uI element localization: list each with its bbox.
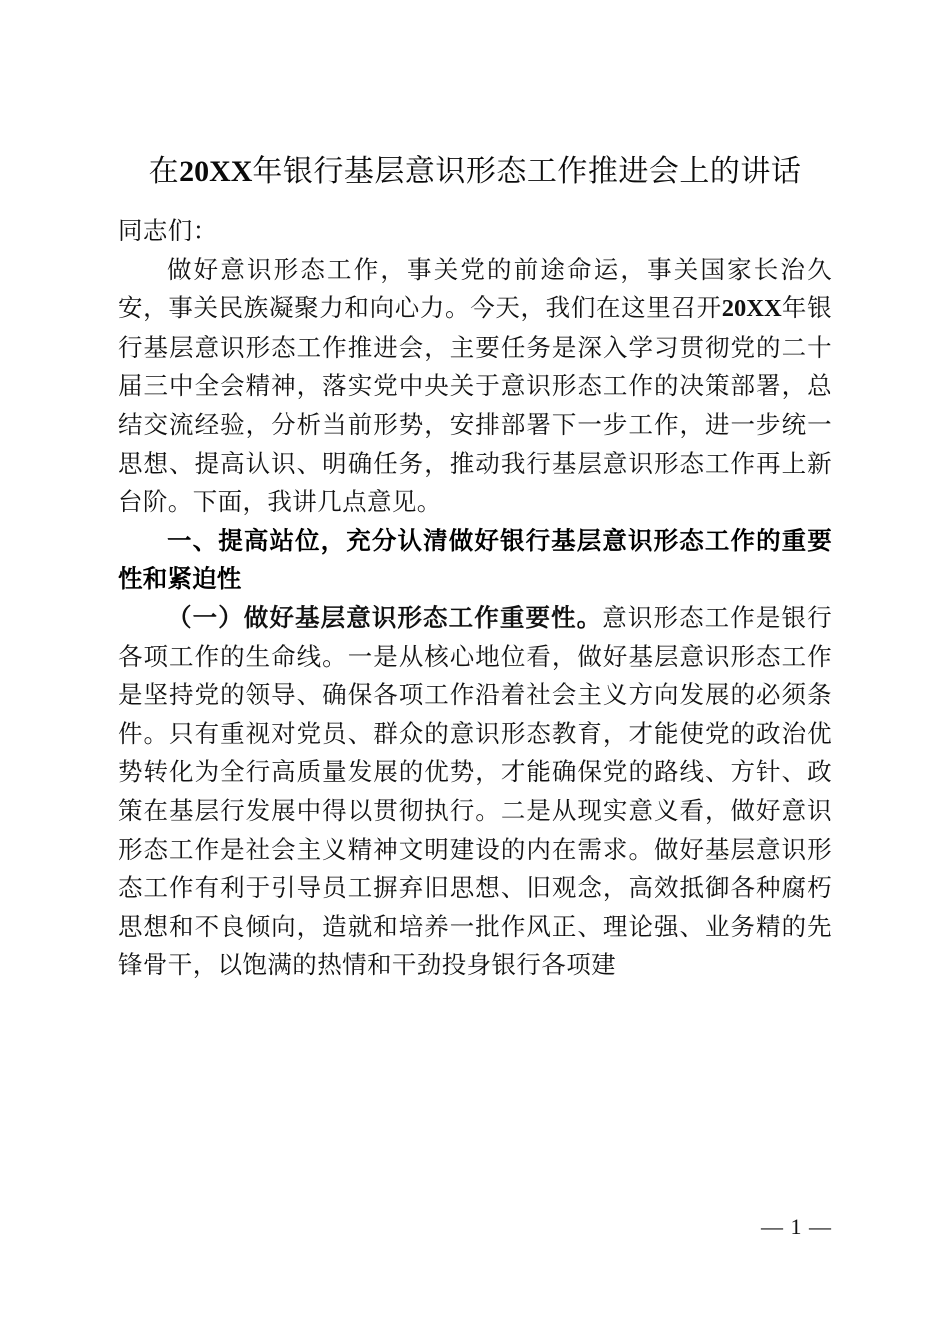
document-title xyxy=(118,150,832,194)
subsection-heading-1: （一）做好基层意识形态工作重要性。 xyxy=(167,602,603,632)
document-body xyxy=(118,150,832,985)
salutation: 同志们： xyxy=(118,216,218,245)
paragraph-1: 做好意识形态工作，事关党的前途命运，事关国家长治久安，事关民族凝聚力和向心力。今天，我们在这里召开20XX年银行基层意识形态工作推进会，主要任务是深入学习贯彻党的二十届三中全会精神，落实党中央关于意识形态工作的决策部署，总结交流经验，分析当前形势，安排部署下一步工作，进一步统一思想、提高认识、明确任务，推动我行基层意识形态工作再上新台阶。下面，我讲几点意见。 xyxy=(118,254,832,517)
section-heading-1: 一、提高站位，充分认清做好银行基层意识形态工作的重要性和紧迫性 xyxy=(118,525,832,594)
subsection-body-1: 意识形态工作是银行各项工作的生命线。一是从核心地位看，做好基层意识形态工作是坚持党的领导、确保各项工作沿着社会主义方向发展的必须条件。只有重视对党员、群众的意识形态教育，才能使党的政治优势转化为全行高质量发展的优势，才能确保党的路线、方针、政策在基层行发展中得以贯彻执行。二是从现实意义看，做好意识形态工作是社会主义精神文明建设的内在需求。做好基层意识形态工作有利于引导员工摒弃旧思想、旧观念，高效抵御各种腐朽思想和不良倾向，造就和培养一批作风正、理论强、业务精的先锋骨干，以饱满的热情和干劲投身银行各项建 xyxy=(118,602,832,980)
subsection-paragraph-1 xyxy=(118,599,832,985)
page-number-footer: — 1 — xyxy=(761,1214,832,1239)
document-title-text: 在20XX年银行基层意识形态工作推进会上的讲话 xyxy=(148,154,802,189)
